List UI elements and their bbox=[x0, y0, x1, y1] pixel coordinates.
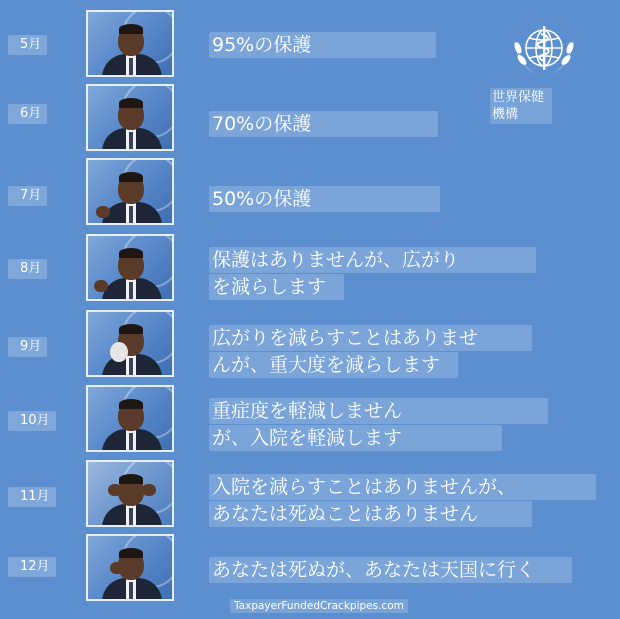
portrait-photo bbox=[86, 310, 174, 377]
caption-august bbox=[209, 247, 536, 301]
month-label-october: 10月 bbox=[8, 411, 56, 431]
caption-line: んが、重大度を減らします bbox=[209, 352, 458, 378]
caption-line: 70%の保護 bbox=[209, 111, 438, 137]
organization-name-line: 機構 bbox=[492, 107, 519, 122]
month-label-august: 8月 bbox=[8, 259, 47, 279]
caption-line: 入院を減らすことはありませんが、 bbox=[209, 474, 596, 500]
portrait-photo bbox=[86, 10, 174, 77]
portrait-photo bbox=[86, 534, 174, 601]
portrait-photo bbox=[86, 158, 174, 225]
who-emblem-icon bbox=[508, 18, 580, 84]
watermark-url: TaxpayerFundedCrackpipes.com bbox=[230, 599, 408, 613]
caption-june bbox=[209, 111, 438, 138]
organization-name bbox=[490, 88, 552, 124]
month-label-november: 11月 bbox=[8, 487, 56, 507]
caption-line: あなたは死ぬことはありません bbox=[209, 501, 532, 527]
caption-line: 重症度を軽減しません bbox=[209, 398, 548, 424]
caption-line: 保護はありませんが、広がり bbox=[209, 247, 536, 273]
caption-line: 50%の保護 bbox=[209, 186, 440, 212]
month-label-june: 6月 bbox=[8, 104, 47, 124]
caption-line: あなたは死ぬが、あなたは天国に行く bbox=[209, 557, 572, 583]
caption-line: 広がりを減らすことはありませ bbox=[209, 325, 532, 351]
caption-may bbox=[209, 32, 436, 59]
caption-september bbox=[209, 325, 532, 379]
caption-line: が、入院を軽減します bbox=[209, 425, 502, 451]
caption-line: を減らします bbox=[209, 274, 344, 300]
portrait-photo bbox=[86, 234, 174, 301]
month-label-july: 7月 bbox=[8, 186, 47, 206]
caption-line: 95%の保護 bbox=[209, 32, 436, 58]
caption-october bbox=[209, 398, 548, 452]
portrait-photo bbox=[86, 385, 174, 452]
month-label-september: 9月 bbox=[8, 337, 47, 357]
month-label-december: 12月 bbox=[8, 557, 56, 577]
caption-december bbox=[209, 557, 572, 584]
organization-name-line: 世界保健 bbox=[492, 90, 545, 105]
portrait-photo bbox=[86, 84, 174, 151]
portrait-photo bbox=[86, 460, 174, 527]
caption-november bbox=[209, 474, 596, 528]
month-label-may: 5月 bbox=[8, 35, 47, 55]
caption-july bbox=[209, 186, 440, 213]
